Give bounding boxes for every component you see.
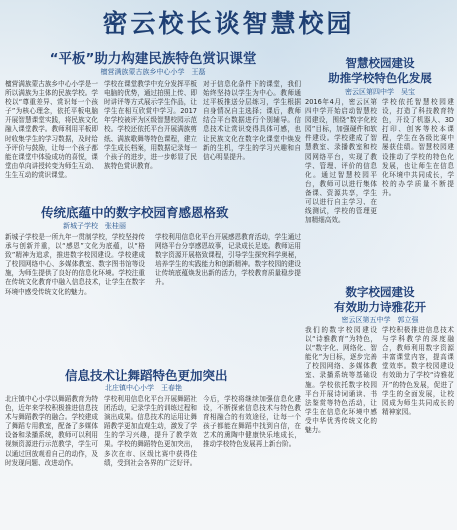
article-smart-campus-development: [305, 40, 455, 270]
article-body-column: 学校利用信息化平台开展舞蹈社团活动，记录学生的训练过程和演出成果。信息技术的运用让舞蹈教学更加直观生动，激发了学生的学习兴趣，提升了教学效果。学校的舞蹈特色更加突出，多次在市、区级比赛中获得佳绩，受到社会各界的广泛好评。: [104, 395, 197, 467]
article-body-column: 今后，学校将继续加强信息化建设，不断探索信息技术与特色教育相融合的有效途径，让每一个孩子都能在舞蹈中找到自信，在艺术的熏陶中健康快乐地成长，推动学校特色发展再上新台阶。: [203, 395, 301, 449]
article-byline: 密云区第五中学 郭立强: [341, 316, 419, 324]
article-byline: 新城子学校 张桂丽: [63, 222, 126, 230]
article-subhead: 有效助力诗雅花开: [334, 300, 426, 314]
article-headline: 数字校园建设: [345, 285, 415, 299]
article-headline: 智慧校园建设: [345, 56, 415, 70]
article-body-column: 新城子学校是一所九年一贯制学校，学校坚持传承与创新并重，以“感恩”文化为底蕴，以“格致”精神为追求，推进数字校园建设。学校建成了校园网络中心、多媒体教室、数字图书馆等设施，为师生提供了良好的信息化环境。学校注重在传统文化教育中融入信息技术，让学生在数字环境中感受传统文化的魅力。: [5, 233, 145, 296]
article-body-column: 对于信息化条件下的课堂，我们始终坚持以学生为中心。教师通过平板推送分层练习，学生根据自身情况自主选择；课后，教师结合平台数据进行个别辅导。信息技术让赏识变得具体可感，也让民族文化在数字化课堂中焕发新的生机，学生的学习兴趣和自信心明显提升。: [203, 80, 301, 161]
article-body-column: 北庄镇中心小学以舞蹈教育为特色，近年来学校积极推进信息技术与舞蹈教学的融合。学校建成了舞蹈专用教室，配备了多媒体设备和录播系统，教师可以利用视频资源进行示范教学，学生可以通过回放观看自己的动作，及时发现问题、改进动作。: [5, 395, 98, 467]
article-headline: 信息技术让舞蹈特色更加突出: [65, 368, 228, 383]
article-subhead: 助推学校特色化发展: [328, 71, 432, 85]
article-body-column: 学校依托智慧校园建设，打造了科技教育特色，开设了机器人、3D打印、创客等校本课程，学生在各级比赛中屡获佳绩。智慧校园建设推动了学校的特色化发展，也让师生在信息化环境中共同成长，学校的办学质量不断提升。: [382, 98, 454, 197]
article-body-column: 我们的数字校园建设以“诗雅教育”为特色，以“数字化、网络化、智能化”为目标，逐步完善了校园网络、多媒体教室、录播系统等基础设施。学校依托数字校园平台开展诗词诵读、书法鉴赏等特色活动，让学生在信息化环境中感受中华优秀传统文化的魅力。: [305, 326, 377, 435]
article-body-column: 学校利用信息化平台开展感恩教育活动，学生通过网络平台分享感恩故事，记录成长足迹。教师运用数字资源开展格致课程，引导学生探究科学奥秘，培养学生的实践能力和创新精神。数字校园的建设让传统底蕴焕发出新的活力，学校教育质量稳步提升。: [155, 233, 301, 287]
article-headline: 传统底蕴中的数字校园育感恩格致: [41, 205, 229, 220]
article-smart-tablet-class: [3, 40, 303, 200]
article-digital-campus-gratitude: [3, 200, 303, 358]
article-dance-feature: [3, 360, 303, 528]
article-body-column: 檀营满族蒙古族乡中心小学是一所以满族为主体的民族学校。学校以“尊重差异、赏识每一个孩子”为核心理念，依托平板电脑开展智慧课堂实践，将民族文化融入课堂教学。教师利用平板即时收集学生的学习数据，及时给予评价与鼓励，让每一个孩子都能在课堂中体验成功的喜悦，课堂由单向讲授转变为师生互动、生生互动的赏识课堂。: [5, 80, 98, 179]
article-body-column: 学校积极推进信息技术与学科教学的深度融合，教师利用数字资源丰富课堂内容，提高课堂效率。数字校园建设有效助力了学校“诗雅花开”的特色发展，促进了学生的全面发展，让校园成为师生共同成长的精神家园。: [382, 326, 454, 416]
article-headline: “平板”助力构建民族特色赏识课堂: [49, 51, 257, 67]
article-byline: 檀营满族蒙古族乡中心小学 王磊: [100, 68, 206, 76]
article-byline: 北庄镇中心小学 王春艳: [105, 384, 182, 392]
article-byline: 密云区第四中学 吴宝: [345, 88, 415, 96]
masthead: [0, 0, 457, 38]
page-title: 密云校长谈智慧校园: [102, 9, 355, 38]
article-body-column: 2016年4月，密云区第四中学开始启动智慧校园建设，围绕“数字化校园”目标，加强硬件和软件建设。学校建成了智慧教室、录播教室和校园网络平台，实现了教学、管理、评价的信息化。通过智慧校园平台，教师可以进行集体备课、资源共享，学生可以进行自主学习、在线测试，学校的管理更加精细高效。: [305, 98, 377, 225]
article-body-column: 学校在课堂教学中充分发挥平板电脑的优势，通过拍照上传、即时讲评等方式展示学生作品，让学生在相互欣赏中学习。2017年学校被评为区级智慧校园示范校。学校还依托平台开展满族剪纸、满族歌舞等特色课程，建立学生成长档案，用数据记录每一个孩子的进步，进一步彰显了民族特色赏识教育。: [104, 80, 197, 170]
article-digital-campus-poetry: [305, 272, 455, 528]
